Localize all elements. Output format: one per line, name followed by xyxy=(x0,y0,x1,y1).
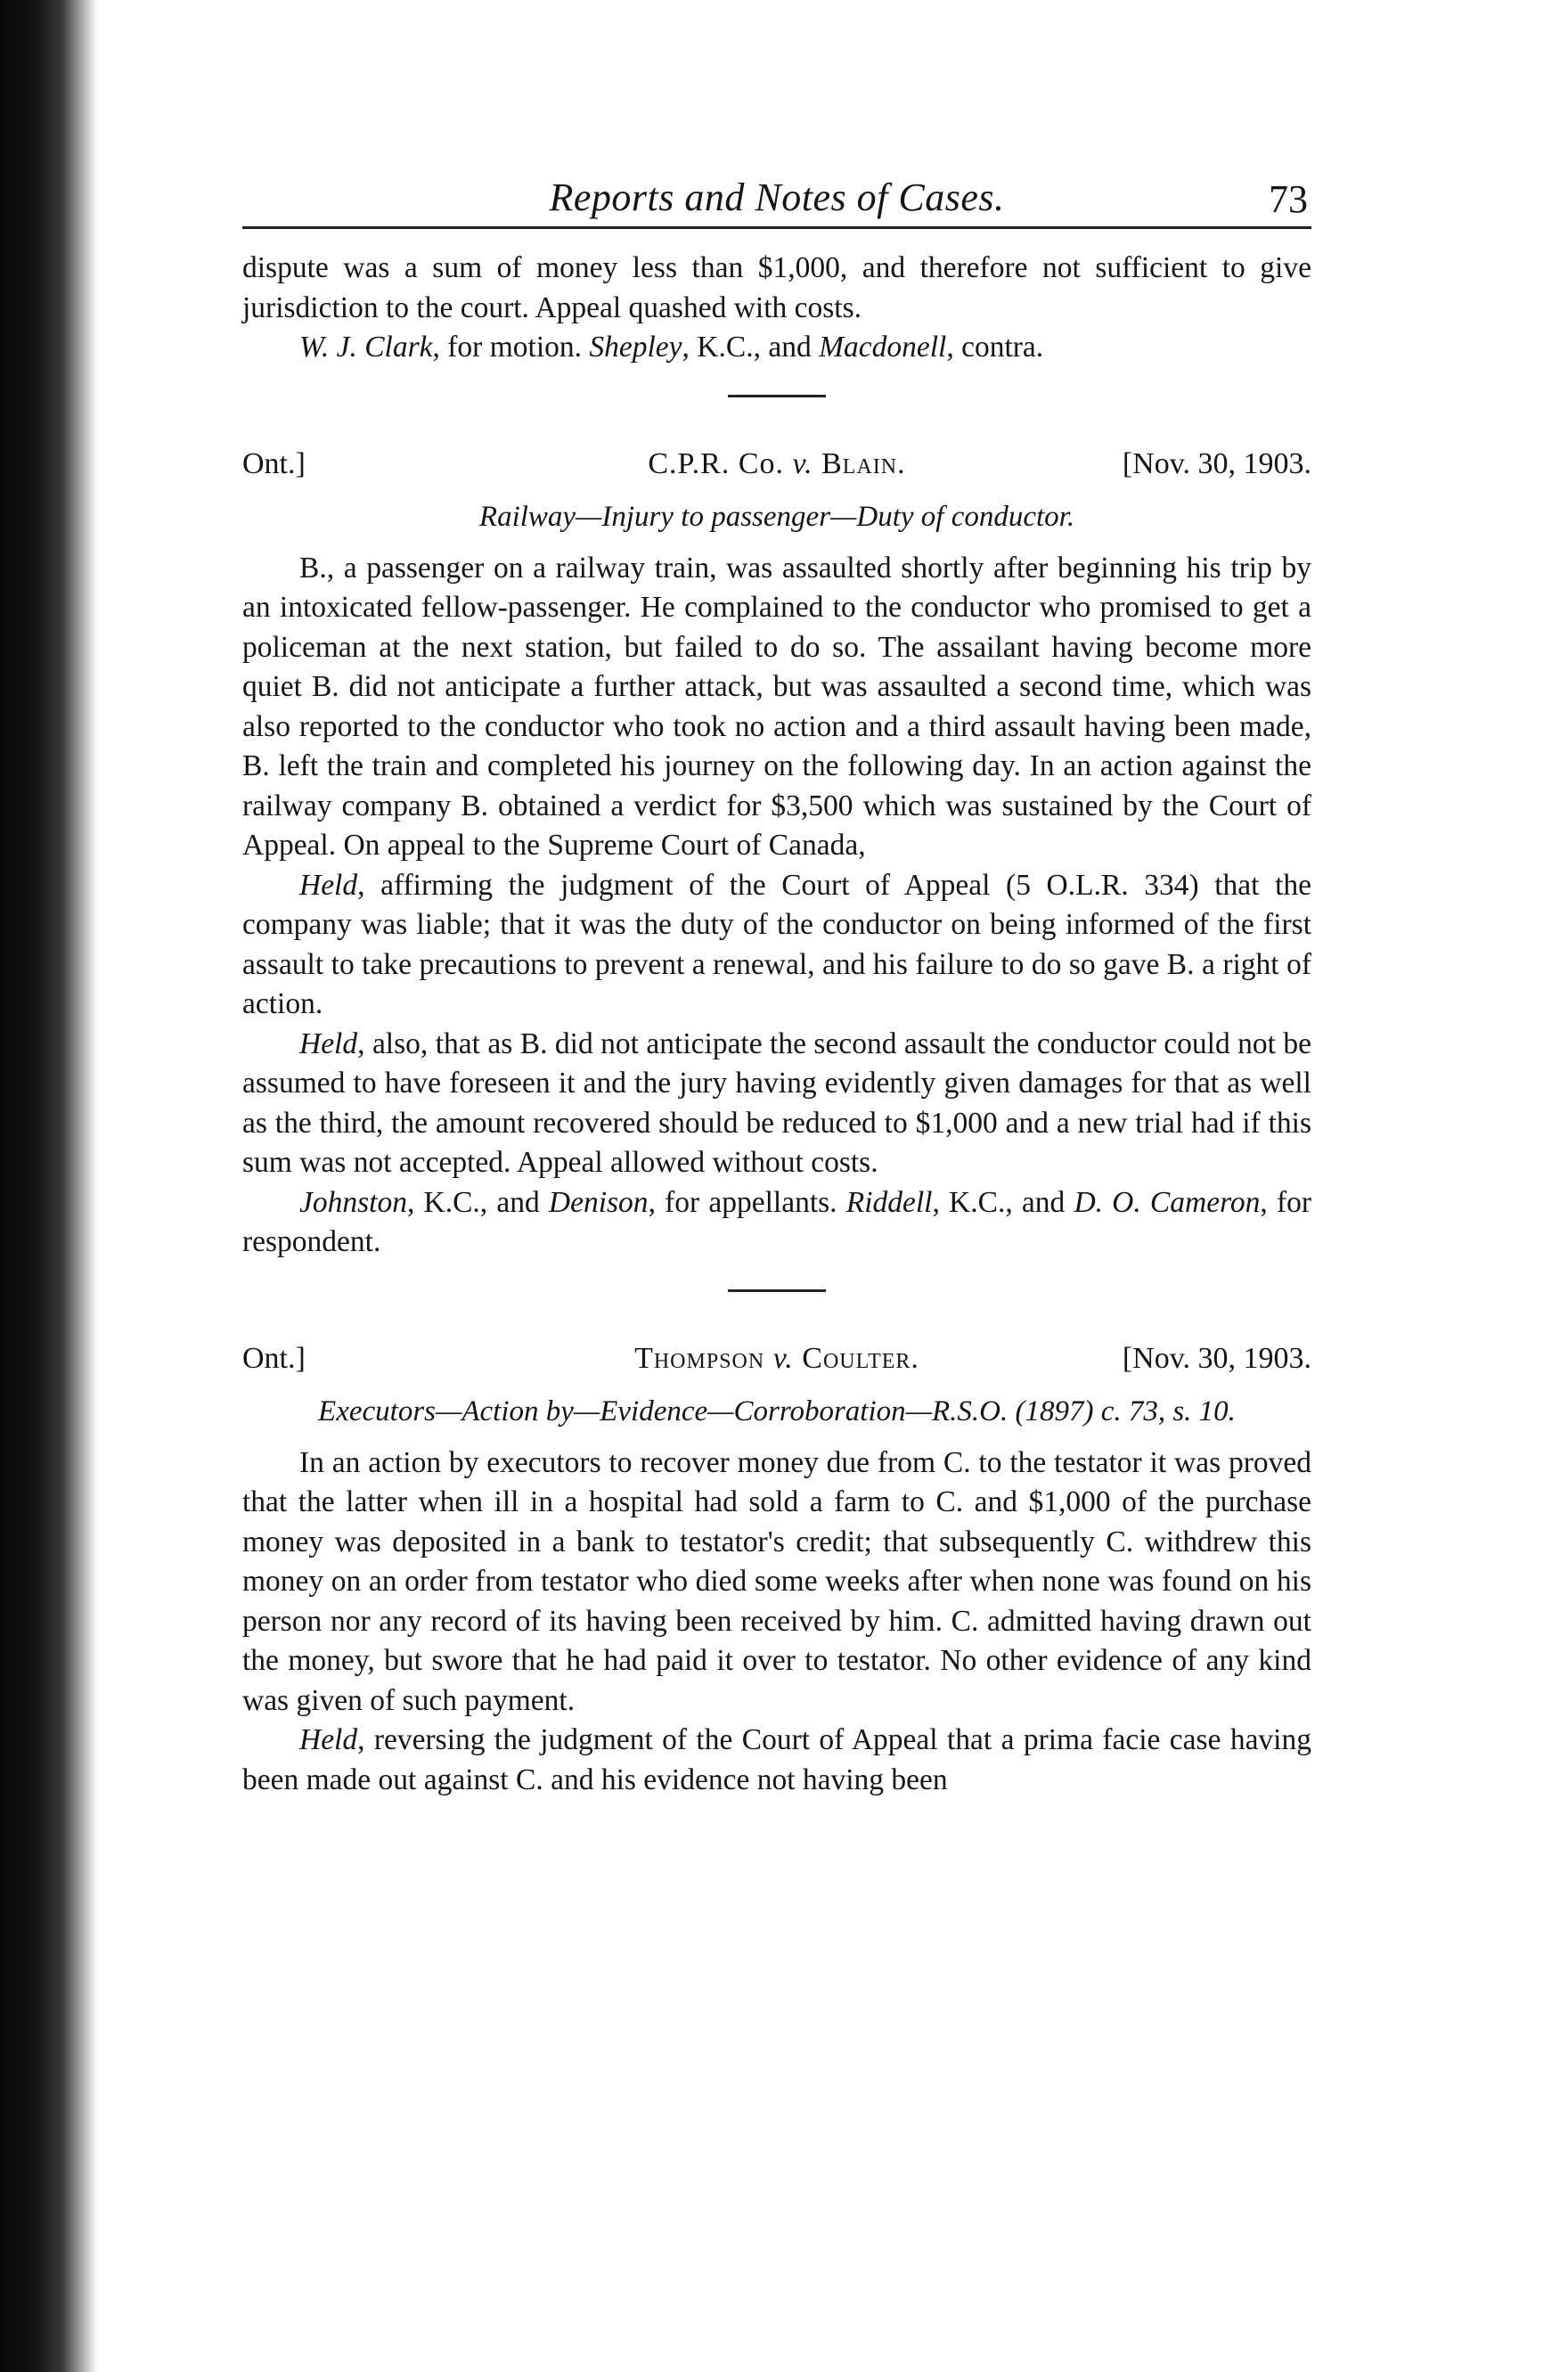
counsel-text: , for appellants. xyxy=(648,1185,846,1219)
counsel-text: , K.C., and xyxy=(932,1185,1074,1219)
paragraph-text: In an action by executors to recover money due from C. to the testator it was proved that the latter when ill in a hospital had sold a farm to C. and $1,000 of the purchase money was deposited in a bank to testator's credit; that subsequently C. withdrew this money on an order from testator who died some weeks after when none was found on his person nor any record of its having been received by him. C. admitted having drawn out the money, but swore that he had paid it over to testator. No other evidence of any kind was given of such payment. xyxy=(242,1445,1311,1717)
case-paragraph-held xyxy=(242,866,1311,1025)
counsel-text: , for respondent. xyxy=(242,1185,1312,1258)
book-binding-shadow xyxy=(0,0,98,2372)
case-party-a: C.P.R. Co. xyxy=(648,446,785,480)
case-versus: v. xyxy=(792,446,813,480)
paragraph-text: , affirming the judgment of the Court of Appeal (5 O.L.R. 334) that the company was liable; that it was the duty of the conductor on being informed of the first assault to take precautions to prevent a renewal, and his failure to do so gave B. a right of action. xyxy=(242,868,1311,1020)
counsel-text: , K.C., and xyxy=(682,331,820,364)
case-paragraph-held xyxy=(242,1721,1311,1800)
case-court: Ont.] xyxy=(242,1341,306,1375)
case-date: [Nov. 30, 1903. xyxy=(1122,446,1311,480)
paragraph-text: , reversing the judgment of the Court of Appeal that a prima facie case having been made out against C. and his evidence not having been xyxy=(242,1723,1311,1796)
counsel-name: Macdonell xyxy=(819,331,947,364)
held-lead: Held xyxy=(299,1723,358,1756)
case-court: Ont.] xyxy=(242,446,306,480)
case-party-b: Blain. xyxy=(821,446,906,480)
continuation-counsel xyxy=(242,328,1311,368)
counsel-text: , for motion. xyxy=(432,331,590,364)
case-heading-thompson-v-coulter xyxy=(242,1335,1311,1385)
case-paragraph xyxy=(242,549,1311,866)
case-subject: Executors—Action by—Evidence—Corroboration—R.S.O. (1897) c. 73, s. 10. xyxy=(318,1395,1236,1427)
case-date: [Nov. 30, 1903. xyxy=(1122,1341,1311,1375)
book-page xyxy=(242,169,1311,1800)
section-divider xyxy=(728,395,826,397)
running-head xyxy=(242,169,1311,229)
counsel-name: Shepley xyxy=(589,331,682,364)
held-lead: Held xyxy=(299,868,358,902)
counsel-text: , K.C., and xyxy=(406,1185,549,1219)
counsel-text: , contra. xyxy=(946,331,1044,364)
held-lead: Held xyxy=(299,1027,358,1060)
counsel-name: Riddell xyxy=(845,1185,933,1219)
case-paragraph-held xyxy=(242,1025,1311,1183)
case-heading-cpr-v-blain xyxy=(242,440,1311,490)
counsel-name: Denison xyxy=(548,1185,649,1219)
paragraph-text: B., a passenger on a railway train, was assaulted shortly after beginning his trip by an intoxicated fellow-passenger. He complained to the conductor who promised to get a policeman at the next station, but failed to do so. The assailant having become more quiet B. did not anticipate a further attack, but was assaulted a second time, which was also reported to the conductor who took no action and a third assault having been made, B. left the train and completed his journey on the following day. In an action against the railway company B. obtained a verdict for $3,500 which was sustained by the Court of Appeal. On appeal to the Supreme Court of Canada, xyxy=(242,551,1311,862)
case-party-b: Coulter. xyxy=(802,1341,919,1375)
counsel-name: D. O. Cameron xyxy=(1074,1185,1261,1219)
case-counsel xyxy=(242,1183,1311,1263)
case-party-a: Thompson xyxy=(634,1341,765,1375)
counsel-name: W. J. Clark xyxy=(299,331,433,364)
running-title: Reports and Notes of Cases. xyxy=(549,176,1005,219)
counsel-name: Johnston xyxy=(299,1185,407,1219)
case-subject: Railway—Injury to passenger—Duty of conductor. xyxy=(478,500,1075,533)
case-versus: v. xyxy=(772,1341,794,1375)
section-divider xyxy=(728,1289,826,1292)
continuation-paragraph: dispute was a sum of money less than $1,000, and therefore not sufficient to give jurisdiction to the court. Appeal quashed with costs. xyxy=(242,251,1311,324)
case-paragraph xyxy=(242,1444,1311,1722)
page-number: 73 xyxy=(1269,177,1308,221)
paragraph-text: , also, that as B. did not anticipate the second assault the conductor could not be assumed to have foreseen it and the jury having evidently given damages for that as well as the third, the amount recovered should be reduced to $1,000 and a new trial had if this sum was not accepted. Appeal allowed without costs. xyxy=(242,1027,1311,1179)
